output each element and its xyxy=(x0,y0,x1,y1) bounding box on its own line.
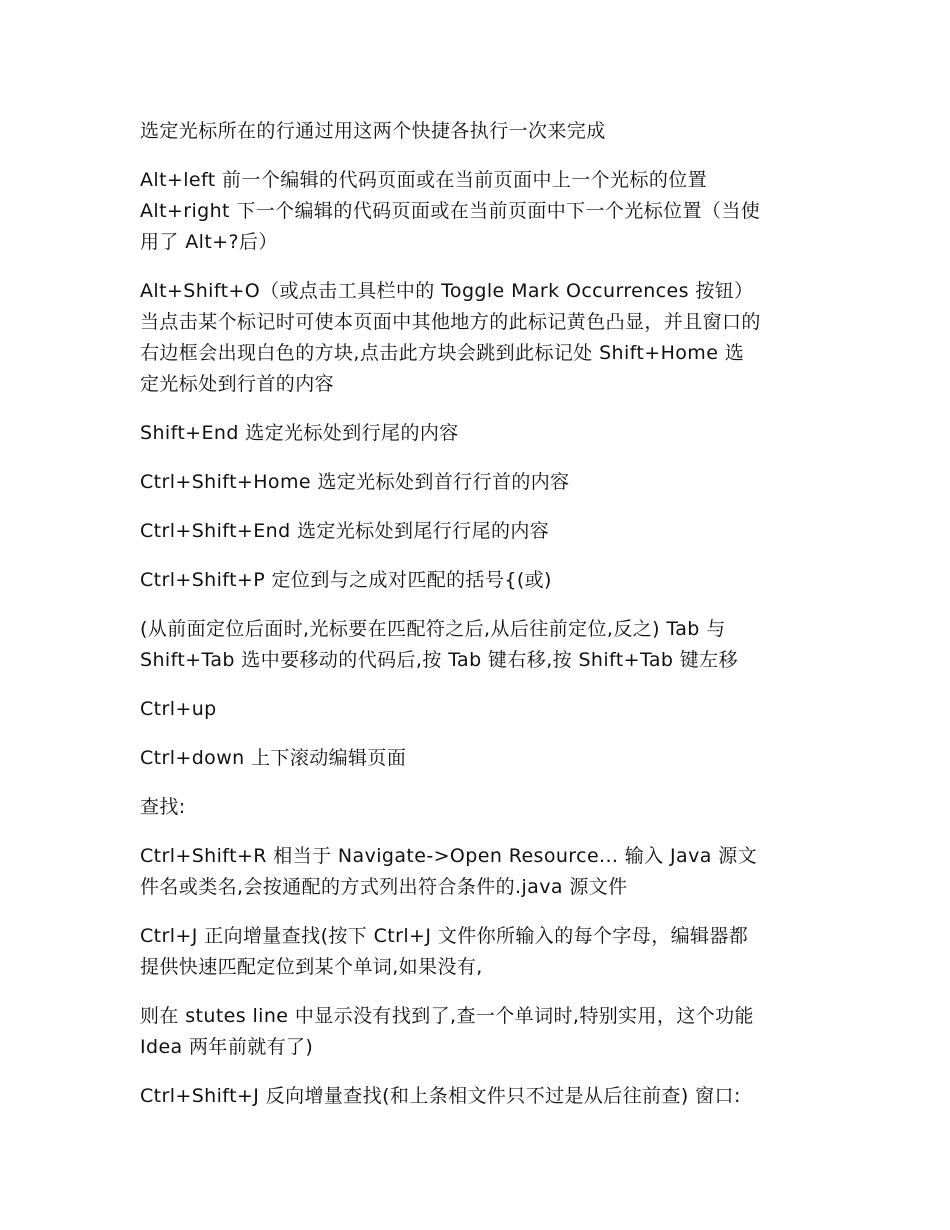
paragraph-13 xyxy=(140,921,830,983)
paragraph-14 xyxy=(140,1001,830,1063)
text-line: Alt+Shift+O（或点击工具栏中的 Toggle Mark Occurrences 按钮） xyxy=(140,280,754,302)
text-line: Shift+End 选定光标处到行尾的内容 xyxy=(140,422,459,444)
text-line: Ctrl+Shift+J 反向增量查找(和上条相文件只不过是从后往前查) 窗口: xyxy=(140,1085,741,1107)
paragraph-1 xyxy=(140,116,830,147)
paragraph-8 xyxy=(140,614,830,676)
text-line: (从前面定位后面时,光标要在匹配符之后,从后往前定位,反之) Tab 与 xyxy=(140,618,726,640)
text-line: 查找: xyxy=(140,796,186,818)
paragraph-2 xyxy=(140,165,830,258)
paragraph-11 xyxy=(140,792,830,823)
text-line: Idea 两年前就有了) xyxy=(140,1036,314,1058)
text-line: Ctrl+Shift+End 选定光标处到尾行行尾的内容 xyxy=(140,520,550,542)
text-line: 右边框会出现白色的方块,点击此方块会跳到此标记处 Shift+Home 选 xyxy=(140,342,745,364)
paragraph-10 xyxy=(140,743,830,774)
text-line: Ctrl+Shift+R 相当于 Navigate->Open Resource... 输入 Java 源文 xyxy=(140,845,758,867)
text-line: 提供快速匹配定位到某个单词,如果没有, xyxy=(140,956,483,978)
text-line: 选定光标所在的行通过用这两个快捷各执行一次来完成 xyxy=(140,120,606,142)
paragraph-7 xyxy=(140,565,830,596)
paragraph-5 xyxy=(140,467,830,498)
text-line: Ctrl+Shift+Home 选定光标处到首行行首的内容 xyxy=(140,471,570,493)
text-line: Ctrl+J 正向增量查找(按下 Ctrl+J 文件你所输入的每个字母，编辑器都 xyxy=(140,925,749,947)
paragraph-4 xyxy=(140,418,830,449)
text-line: Ctrl+Shift+P 定位到与之成对匹配的括号{(或) xyxy=(140,569,552,591)
text-line: 定光标处到行首的内容 xyxy=(140,373,335,395)
text-line: Ctrl+up xyxy=(140,698,217,720)
document-body xyxy=(140,116,830,1130)
paragraph-12 xyxy=(140,841,830,903)
text-line: 当点击某个标记时可使本页面中其他地方的此标记黄色凸显，并且窗口的 xyxy=(140,311,761,333)
paragraph-9 xyxy=(140,694,830,725)
paragraph-15 xyxy=(140,1081,830,1112)
text-line: 件名或类名,会按通配的方式列出符合条件的.java 源文件 xyxy=(140,876,628,898)
text-line: Shift+Tab 选中要移动的代码后,按 Tab 键右移,按 Shift+Tab 键左移 xyxy=(140,649,738,671)
paragraph-6 xyxy=(140,516,830,547)
text-line: 用了 Alt+?后） xyxy=(140,231,278,253)
text-line: Alt+right 下一个编辑的代码页面或在当前页面中下一个光标位置（当使 xyxy=(140,200,761,222)
text-line: Alt+left 前一个编辑的代码页面或在当前页面中上一个光标的位置 xyxy=(140,169,708,191)
paragraph-3 xyxy=(140,276,830,400)
text-line: Ctrl+down 上下滚动编辑页面 xyxy=(140,747,407,769)
text-line: 则在 stutes line 中显示没有找到了,查一个单词时,特别实用，这个功能 xyxy=(140,1005,754,1027)
